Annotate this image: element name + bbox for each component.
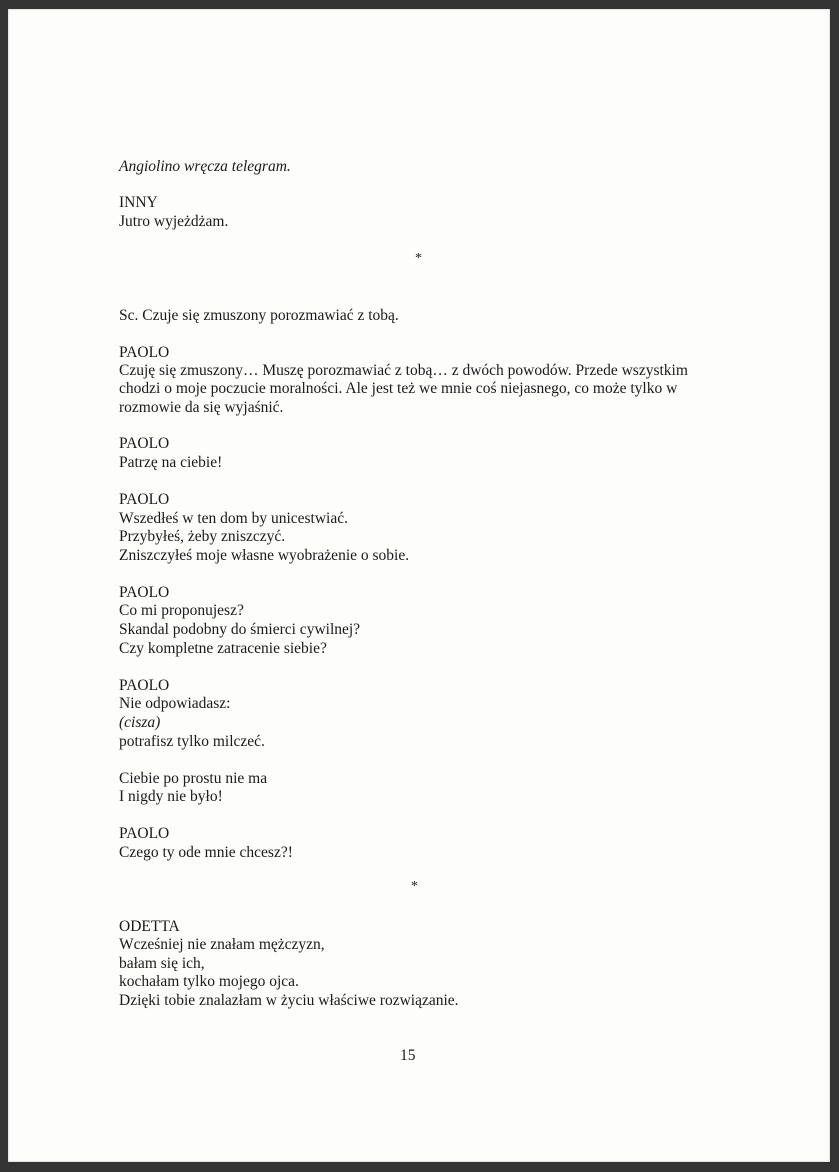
dialogue-line: Skandal podobny do śmierci cywilnej? (119, 621, 361, 638)
dialogue-line: I nigdy nie było! (119, 788, 223, 805)
dialogue-line: Patrzę na ciebie! (119, 454, 223, 471)
speaker-name: PAOLO (119, 677, 170, 694)
dialogue-line: Wszedłeś w ten dom by unicestwiać. (119, 510, 348, 527)
dialogue-line: bałam się ich, (119, 955, 205, 972)
dialogue-line: rozmowie da się wyjaśnić. (119, 399, 284, 416)
speaker-name: PAOLO (119, 825, 170, 842)
speaker-name: PAOLO (119, 491, 170, 508)
dialogue-line: Czuję się zmuszony… Muszę porozmawiać z tobą… z dwóch powodów. Przede wszystkim (119, 362, 688, 379)
stage-direction: Angiolino wręcza telegram. (119, 158, 291, 175)
dialogue-line: kochałam tylko mojego ojca. (119, 973, 299, 990)
dialogue-line: Nie odpowiadasz: (119, 695, 231, 712)
speaker-name: ODETTA (119, 918, 180, 935)
dialogue-line: Przybyłeś, żeby zniszczyć. (119, 528, 286, 545)
speaker-name: PAOLO (119, 344, 170, 361)
dialogue-line: Co mi proponujesz? (119, 602, 244, 619)
dialogue-line: Ciebie po prostu nie ma (119, 770, 268, 787)
dialogue-line: Jutro wyjeżdżam. (119, 213, 229, 230)
dialogue-line: Wcześniej nie znałam mężczyzn, (119, 936, 325, 953)
speaker-name: INNY (119, 194, 158, 211)
speaker-name: PAOLO (119, 435, 170, 452)
dialogue-line: Czy kompletne zatracenie siebie? (119, 640, 327, 657)
dialogue-line: chodzi o moje poczucie moralności. Ale jest też we mnie coś niejasnego, co może tylko w (119, 380, 678, 397)
scene-separator: * (415, 251, 422, 266)
dialogue-line: potrafisz tylko milczeć. (119, 733, 265, 750)
page-number: 15 (400, 1047, 416, 1064)
scene-separator: * (411, 879, 418, 894)
speaker-name: PAOLO (119, 584, 170, 601)
dialogue-line: Zniszczyłeś moje własne wyobrażenie o sobie. (119, 547, 410, 564)
stage-direction: (cisza) (119, 714, 161, 731)
scene-line: Sc. Czuje się zmuszony porozmawiać z tobą. (119, 307, 399, 324)
dialogue-line: Dzięki tobie znalazłam w życiu właściwe rozwiązanie. (119, 992, 459, 1009)
dialogue-line: Czego ty ode mnie chcesz?! (119, 844, 293, 861)
